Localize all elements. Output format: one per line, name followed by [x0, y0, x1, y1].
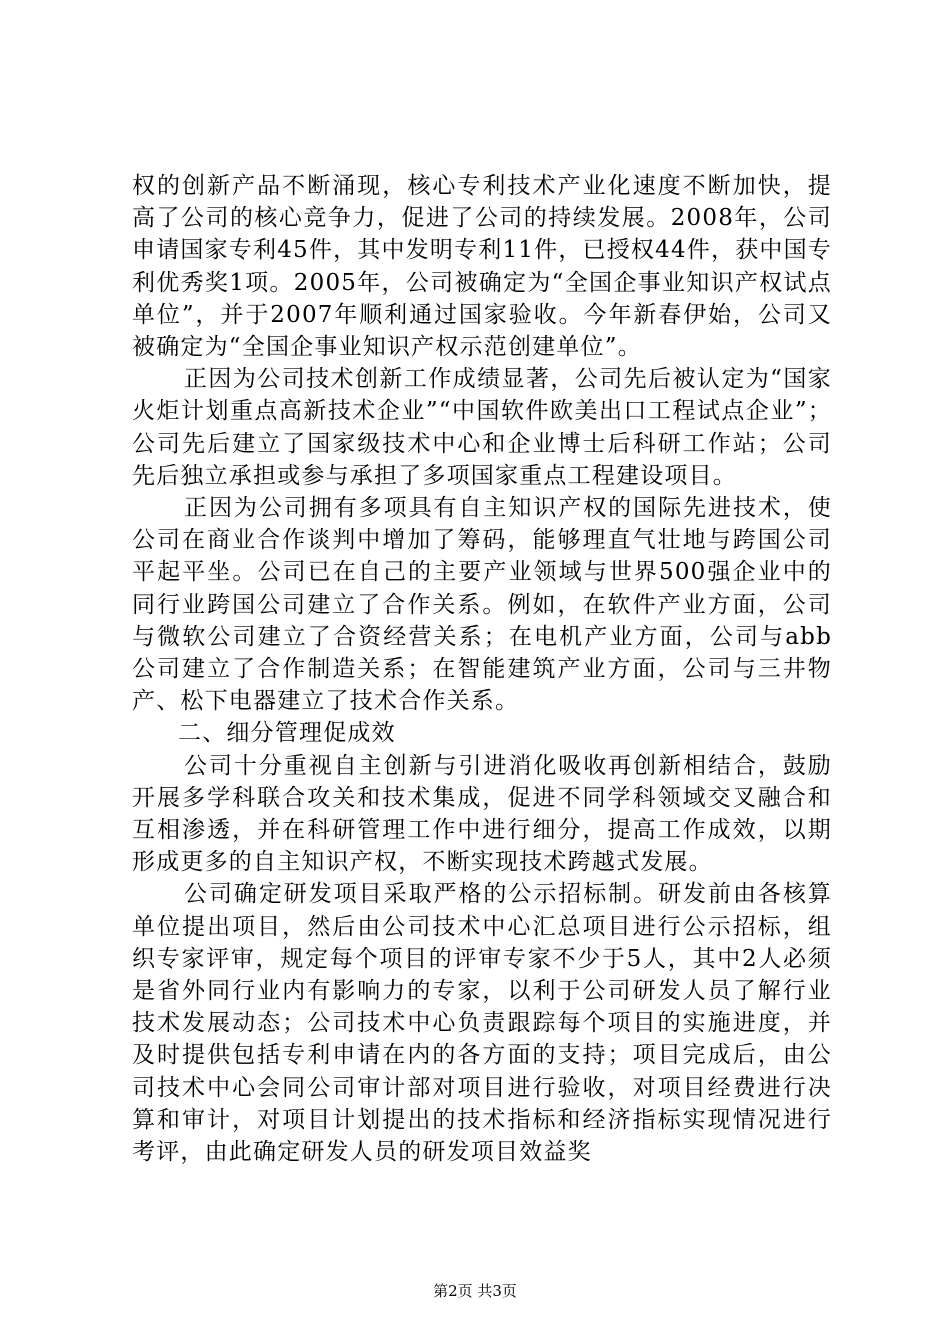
- paragraph-innovation-strategy: 公司十分重视自主创新与引进消化吸收再创新相结合，鼓励开展多学科联合攻关和技术集成，促进不同学科领域交叉融合和互相渗透，并在科研管理工作中进行细分，提高工作成效，以期形成更多的自主知识产权，不断实现技术跨越式发展。: [132, 752, 832, 876]
- document-body: [132, 170, 832, 1168]
- paragraph-recognition: 正因为公司技术创新工作成绩显著，公司先后被认定为“国家火炬计划重点高新技术企业”“中国软件欧美出口工程试点企业”；公司先后建立了国家级技术中心和企业博士后科研工作站；公司先后独立承担或参与承担了多项国家重点工程建设项目。: [132, 366, 832, 489]
- section-heading: 二、细分管理促成效: [178, 720, 396, 747]
- paragraph-partnerships: 正因为公司拥有多项具有自主知识产权的国际先进技术，使公司在商业合作谈判中增加了筹码，能够理直气壮地与跨国公司平起平坐。公司已在自己的主要产业领域与世界500强企业中的同行业跨国公司建立了合作关系。例如，在软件产业方面，公司与微软公司建立了合资经营关系；在电机产业方面，公司与abb公司建立了合作制造关系；在智能建筑产业方面，公司与三井物产、松下电器建立了技术合作关系。: [132, 495, 832, 715]
- paragraph-patents: 权的创新产品不断涌现，核心专利技术产业化速度不断加快，提高了公司的核心竞争力，促进了公司的持续发展。2008年，公司申请国家专利45件，其中发明专利11件，已授权44件，获中国专利优秀奖1项。2005年，公司被确定为“全国企事业知识产权试点单位”，并于2007年顺利通过国家验收。今年新春伊始，公司又被确定为“全国企事业知识产权示范创建单位”。: [132, 173, 832, 361]
- paragraph-project-bidding: 公司确定研发项目采取严格的公示招标制。研发前由各核算单位提出项目，然后由公司技术中心汇总项目进行公示招标，组织专家评审，规定每个项目的评审专家不少于5人，其中2人必须是省外同行业内有影响力的专家，以利于公司研发人员了解行业技术发展动态；公司技术中心负责跟踪每个项目的实施进度，并及时提供包括专利申请在内的各方面的支持；项目完成后，由公司技术中心会同公司审计部对项目进行验收，对项目经费进行决算和审计，对项目计划提出的技术指标和经济指标实现情况进行考评，由此确定研发人员的研发项目效益奖: [132, 881, 832, 1166]
- page-number: 第2页 共3页: [433, 1282, 517, 1300]
- page-footer: [0, 1281, 950, 1301]
